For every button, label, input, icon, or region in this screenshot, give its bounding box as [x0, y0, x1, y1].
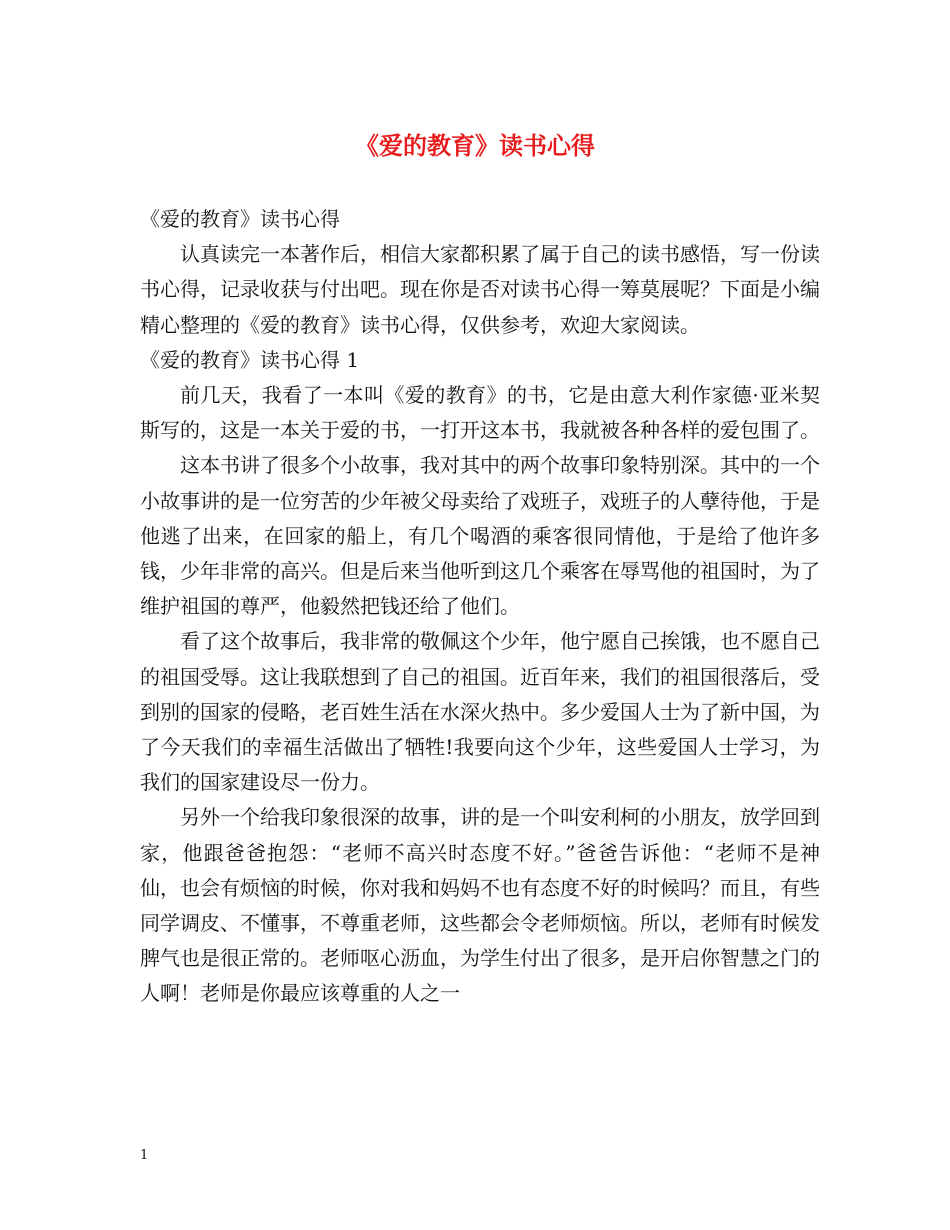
paragraph: 这本书讲了很多个小故事，我对其中的两个故事印象特别深。其中的一个小故事讲的是一位穷苦的少年被父母卖给了戏班子，戏班子的人孽待他，于是他逃了出来，在回家的船上，有几个喝酒的乘客很同情他，于是给了他许多钱，少年非常的高兴。但是后来当他听到这几个乘客在辱骂他的祖国时，为了维护祖国的尊严，他毅然把钱还给了他们。: [140, 453, 820, 619]
paragraph: 《爱的教育》读书心得 1: [140, 347, 360, 372]
document-title: 《爱的教育》读书心得: [355, 131, 595, 160]
paragraph: 前几天，我看了一本叫《爱的教育》的书，它是由意大利作家德·亚米契斯写的，这是一本关于爱的书，一打开这本书，我就被各种各样的爱包围了。: [140, 383, 820, 443]
paragraph: 认真读完一本著作后，相信大家都积累了属于自己的读书感悟，写一份读书心得，记录收获与付出吧。现在你是否对读书心得一筹莫展呢？下面是小编精心整理的《爱的教育》读书心得，仅供参考，欢迎大家阅读。: [140, 242, 820, 337]
paragraph: 看了这个故事后，我非常的敬佩这个少年，他宁愿自己挨饿，也不愿自己的祖国受辱。这让我联想到了自己的祖国。近百年来，我们的祖国很落后，受到别的国家的侵略，老百姓生活在水深火热中。多少爱国人士为了新中国，为了今天我们的幸福生活做出了牺牲!我要向这个少年，这些爱国人士学习，为我们的国家建设尽一份力。: [140, 629, 820, 795]
document-body: [140, 202, 820, 1012]
page-number: 1: [140, 1148, 149, 1163]
paragraph: 《爱的教育》读书心得: [140, 207, 340, 231]
paragraph: 另外一个给我印象很深的故事，讲的是一个叫安利柯的小朋友，放学回到家，他跟爸爸抱怨：“老师不高兴时态度不好。”爸爸告诉他：“老师不是神仙，也会有烦恼的时候，你对我和妈妈不也有态度不好的时候吗？而且，有些同学调皮、不懂事，不尊重老师，这些都会令老师烦恼。所以，老师有时候发脾气也是很正常的。老师呕心沥血，为学生付出了很多，是开启你智慧之门的人啊！老师是你最应该尊重的人之一: [140, 805, 820, 1006]
